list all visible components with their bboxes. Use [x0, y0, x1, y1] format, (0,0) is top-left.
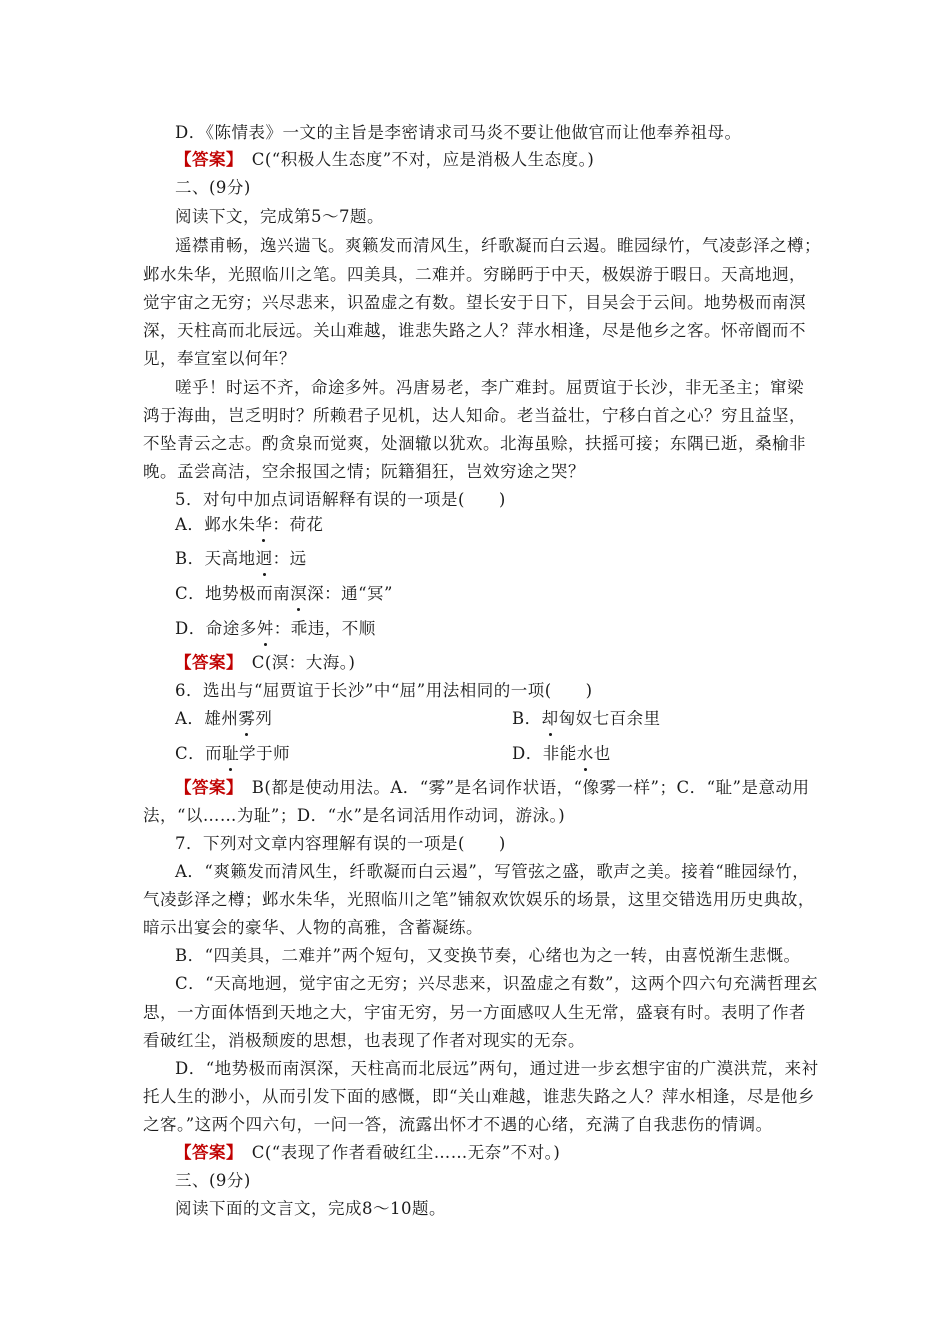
answer-text: C(溟：大海。) — [251, 653, 356, 672]
q6-option-b: B．却匈奴七百余里 — [512, 709, 661, 728]
q6-option-c: C．而耻学于师 — [175, 744, 291, 763]
q5-option-a: A．邺水朱华：荷花 — [175, 515, 324, 534]
q7-stem: 7．下列对文章内容理解有误的一项是( ) — [175, 834, 506, 853]
emphasis-dot-word: 耻 — [222, 744, 240, 763]
section-instruction: 阅读下文，完成第5～7题。 — [175, 207, 384, 226]
answer-text: B(都是使动用法。A．“雾”是名词作状语，“像雾一样”；C．“耻”是意动用 — [251, 778, 810, 797]
answer-tag: 【答案】 — [175, 653, 235, 672]
q4-answer — [175, 149, 594, 171]
q6-answer — [175, 777, 809, 799]
q7-option-a-cont: 气凌彭泽之樽；邺水朱华，光照临川之笔”铺叙欢饮娱乐的场景，这里交错选用历史典故， — [143, 890, 815, 909]
q7-option-a-cont: 暗示出宴会的豪华、人物的高雅，含蓄凝练。 — [143, 918, 483, 937]
passage-line: 深，天柱高而北辰远。关山难越，谁悲失路之人？萍水相逢，尽是他乡之客。怀帝阍而不 — [143, 321, 806, 340]
passage-line: 嗟乎！时运不齐，命途多舛。冯唐易老，李广难封。屈贾谊于长沙，非无圣主；窜梁 — [175, 378, 804, 397]
q5-answer — [175, 652, 356, 674]
emphasis-dot-word: 水 — [576, 744, 594, 763]
emphasis-dot-word: 迥 — [255, 549, 273, 568]
passage-line: 觉宇宙之无穷；兴尽悲来，识盈虚之有数。望长安于日下，目吴会于云间。地势极而南溟 — [143, 293, 806, 312]
q5-stem: 5．对句中加点词语解释有误的一项是( ) — [175, 490, 506, 509]
answer-tag: 【答案】 — [175, 150, 235, 169]
emphasis-dot-word: 却 — [541, 709, 559, 728]
q7-option-d-cont: 托人生的渺小，从而引发下面的感慨，即“关山难越，谁悲失路之人？萍水相逢，尽是他乡 — [143, 1087, 815, 1106]
q7-option-c-cont: 思，一方面体悟到天地之大，宇宙无穷，另一方面感叹人生无常，盛衰有时。表明了作者 — [143, 1003, 806, 1022]
section-heading: 三、(9分) — [175, 1171, 251, 1190]
q5-option-b: B．天高地迥：远 — [175, 549, 307, 568]
q7-option-d: D．“地势极而南溟深，天柱高而北辰远”两句，通过进一步玄想宇宙的广漠洪荒，来衬 — [175, 1059, 819, 1078]
passage-line: 遥襟甫畅，逸兴遄飞。爽籁发而清风生，纤歌凝而白云遏。睢园绿竹，气凌彭泽之樽； — [175, 236, 821, 255]
q5-option-c: C．地势极而南溟深：通“冥” — [175, 584, 393, 603]
q7-option-c-cont: 看破红尘，消极颓废的思想，也表现了作者对现实的无奈。 — [143, 1031, 585, 1050]
passage-line: 邺水朱华，光照临川之笔。四美具，二难并。穷睇眄于中天，极娱游于暇日。天高地迥， — [143, 265, 806, 284]
q7-answer — [175, 1142, 560, 1164]
emphasis-dot-word: 雾 — [238, 709, 256, 728]
q7-option-d-cont: 之客。”这两个四六句，一问一答，流露出怀才不遇的心绪，充满了自我悲伤的情调。 — [143, 1115, 773, 1134]
emphasis-dot-word: 华 — [255, 515, 273, 534]
q6-answer-cont: 法，“以……为耻”；D．“水”是名词活用作动词，游泳。) — [143, 806, 566, 825]
q4-option-d: D．《陈情表》一文的主旨是李密请求司马炎不要让他做官而让他奉养祖母。 — [175, 123, 742, 142]
answer-text: C(“表现了作者看破红尘……无奈”不对。) — [251, 1143, 561, 1162]
section-heading: 二、(9分) — [175, 178, 251, 197]
answer-tag: 【答案】 — [175, 778, 235, 797]
passage-line: 鸿于海曲，岂乏明时？所赖君子见机，达人知命。老当益壮，宁移白首之心？穷且益坚， — [143, 406, 806, 425]
answer-tag: 【答案】 — [175, 1143, 235, 1162]
q5-option-d: D．命途多舛：乖违，不顺 — [175, 619, 376, 638]
answer-text: C(“积极人生态度”不对，应是消极人生态度。) — [251, 150, 595, 169]
q7-option-b: B．“四美具，二难并”两个短句，又变换节奏，心绪也为之一转，由喜悦渐生悲慨。 — [175, 946, 801, 965]
passage-line: 不坠青云之志。酌贪泉而觉爽，处涸辙以犹欢。北海虽赊，扶摇可接；东隅已逝，桑榆非 — [143, 434, 806, 453]
emphasis-dot-word: 舛 — [256, 619, 274, 638]
q6-stem: 6．选出与“屈贾谊于长沙”中“屈”用法相同的一项( ) — [175, 681, 593, 700]
passage-line: 晚。孟尝高洁，空余报国之情；阮籍猖狂，岂效穷途之哭？ — [143, 462, 585, 481]
section-instruction: 阅读下面的文言文，完成8～10题。 — [175, 1199, 446, 1218]
q6-option-a: A．雄州雾列 — [175, 709, 273, 728]
emphasis-dot-word: 溟 — [290, 584, 308, 603]
q6-option-d: D．非能水也 — [512, 744, 611, 763]
q7-option-c: C．“天高地迥，觉宇宙之无穷；兴尽悲来，识盈虚之有数”，这两个四六句充满哲理玄 — [175, 974, 818, 993]
passage-line: 见，奉宣室以何年？ — [143, 349, 296, 368]
q7-option-a: A．“爽籁发而清风生，纤歌凝而白云遏”，写管弦之盛，歌声之美。接着“睢园绿竹， — [175, 862, 810, 881]
